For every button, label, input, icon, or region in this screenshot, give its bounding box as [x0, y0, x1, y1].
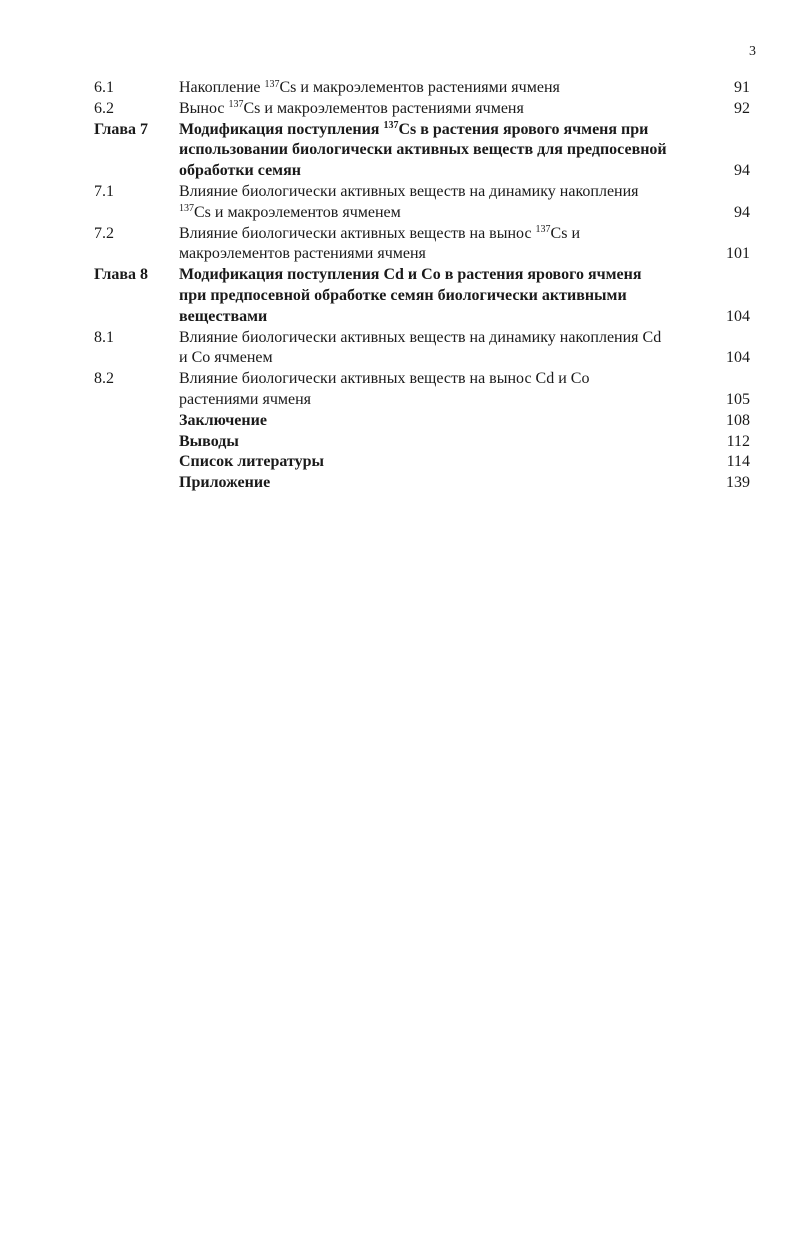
toc-entry-7-1[interactable] [94, 182, 750, 224]
toc-page-number: 112 [726, 432, 750, 450]
toc-entry-title: Влияние биологически активных веществ на динамику накопления Cd и Co ячменем [179, 328, 662, 367]
toc-entry-title: Влияние биологически активных веществ на вынос Cd и Co растениями ячменя [179, 370, 590, 408]
toc-chapter-8[interactable] [94, 265, 750, 327]
toc-entry-title: Влияние биологически активных веществ на динамику накопления $^{137}$Cs и макроэлементов ячменем [179, 182, 639, 221]
toc-page-number: 101 [726, 245, 750, 263]
toc-findings[interactable] [94, 432, 750, 453]
toc-page-number: 94 [734, 203, 750, 221]
toc-chapter-7[interactable] [94, 120, 750, 182]
toc-page-number: 92 [734, 99, 750, 117]
toc-references[interactable] [94, 452, 750, 473]
page-number: 3 [749, 44, 756, 59]
toc-conclusion[interactable] [94, 411, 750, 432]
toc-section-title: Список литературы [179, 453, 324, 471]
toc-entry-title: Влияние биологически активных веществ на вынос $^{137}$Cs и макроэлементов растениями ячменя [179, 224, 581, 263]
toc-chapter-title: Модификация поступления $^{137}$Cs в растения ярового ячменя при использовании биологически активных веществ для предпосевной обработки семян [179, 120, 667, 180]
toc-entry-number: 8.2 [94, 370, 114, 388]
toc-section-title: Заключение [179, 411, 267, 429]
table-of-contents [94, 78, 750, 494]
toc-entry-number: 7.2 [94, 224, 114, 242]
toc-entry-title: Вынос $^{137}$Cs и макроэлементов растениями ячменя [179, 99, 524, 117]
toc-page-number: 104 [726, 349, 750, 367]
toc-entry-number: 6.1 [94, 79, 114, 96]
toc-entry-title: Накопление $^{137}$Cs и макроэлементов растениями ячменя [179, 78, 560, 96]
toc-page-number: 108 [726, 411, 750, 429]
toc-entry-number: 8.1 [94, 328, 114, 346]
toc-page-number: 139 [726, 474, 750, 492]
toc-page-number: 104 [726, 307, 750, 325]
toc-chapter-number: Глава 8 [94, 266, 148, 284]
toc-entry-number: 7.1 [94, 182, 114, 200]
toc-page-number: 91 [734, 79, 750, 96]
toc-chapter-title: Модификация поступления Cd и Co в растения ярового ячменя при предпосевной обработке семян биологически активными веществами [179, 266, 642, 325]
toc-chapter-number: Глава 7 [94, 120, 148, 138]
toc-page-number: 94 [734, 162, 750, 180]
toc-entry-8-1[interactable] [94, 328, 750, 370]
toc-page-number: 105 [726, 390, 750, 408]
toc-section-title: Выводы [179, 432, 239, 450]
toc-entry-6-1[interactable] [94, 78, 750, 99]
toc-section-title: Приложение [179, 474, 271, 492]
toc-appendix[interactable] [94, 473, 750, 494]
toc-page-number: 114 [726, 453, 750, 471]
toc-entry-6-2[interactable] [94, 99, 750, 120]
toc-entry-8-2[interactable] [94, 369, 750, 411]
toc-entry-7-2[interactable] [94, 224, 750, 266]
toc-entry-number: 6.2 [94, 99, 114, 117]
